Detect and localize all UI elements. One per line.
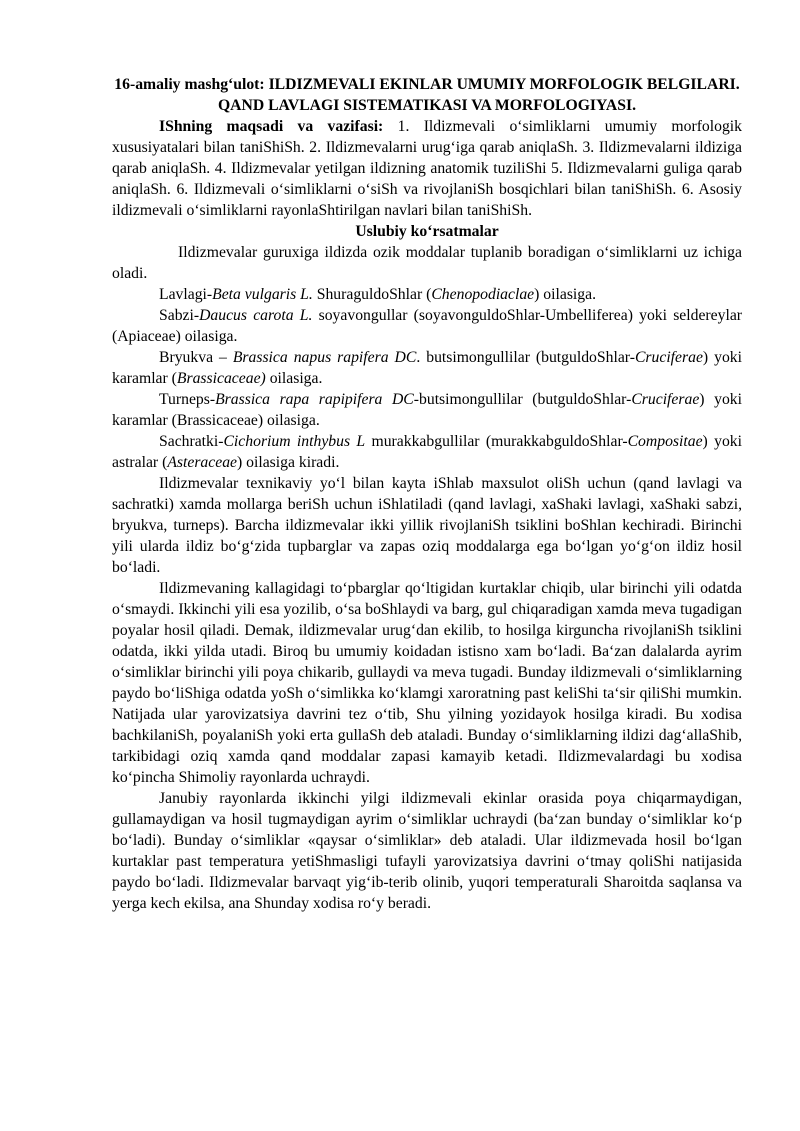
- family-latin: Compositae: [627, 433, 703, 450]
- plant-text: ) yoki karamlar (: [112, 349, 742, 387]
- plant-lavlagi: [112, 284, 742, 305]
- plant-name: Lavlagi-: [159, 286, 213, 303]
- plant-name: Turneps-: [159, 391, 216, 408]
- latin-name: Brassica rapa rapipifera DC: [215, 391, 414, 408]
- plant-bryukva: [112, 347, 742, 389]
- plant-name: Bryukva –: [159, 349, 233, 366]
- family-latin: Cruciferae: [634, 349, 703, 366]
- latin-name: Cichorium inthybus L: [223, 433, 366, 450]
- title-main: ILDIZMEVALI EKINLAR UMUMIY MORFOLOGIK BELGILARI. QAND LAVLAGI SISTEMATIKASI VA MORFOLOGIYASI.: [217, 76, 740, 114]
- plant-name: Sabzi-: [159, 307, 200, 324]
- plant-name: Sachratki-: [159, 433, 224, 450]
- family-latin-2: Brassicaceae): [176, 370, 266, 387]
- plant-text: . butsimongullilar (butguldoShlar-: [416, 349, 635, 366]
- intro-paragraph: Ildizmevalar guruxiga ildizda ozik moddalar tuplanib boradigan o‘simliklarni uz ichiga oladi.: [112, 244, 742, 282]
- plant-text: ) oilasiga.: [534, 286, 597, 303]
- latin-name: Beta vulgaris L.: [212, 286, 313, 303]
- method-heading: Uslubiy ko‘rsatmalar: [355, 223, 499, 240]
- plant-text: ) yoki karamlar (Brassicaceae) oilasiga.: [112, 391, 742, 429]
- plant-sachratki: [112, 431, 742, 473]
- plant-text: soyavongullar (soyavonguldoShlar-Umbelliferea) yoki seldereylar (Apiaceae) oilasiga.: [112, 307, 743, 345]
- purpose-text: 1. Ildizmevali o‘simliklarni umumiy morfologik xususiyatalari bilan taniShiSh. 2. Ildizmevalarni urug‘iga qarab aniqlaSh. 3. Ildizmevalarni ildiziga qarab aniqlaSh. 4. Ildizmevalar yetilgan ildizning anatomik tuziliShi 5. Ildizmevalarni guliga qarab aniqlaSh. 6. Ildizmevali o‘simliklarni o‘siSh va rivojlaniSh bosqichlari bilan taniShiSh. 6. Asosiy ildizmevali o‘simliklarni rayonlaShtirilgan navlari bilan taniShiSh.: [112, 118, 743, 219]
- page-title: [112, 74, 742, 116]
- body-paragraph-development: Ildizmevaning kallagidagi to‘pbarglar qo‘ltigidan kurtaklar chiqib, ular birinchi yili odatda o‘smaydi. Ikkinchi yili esa yozilib, o‘sa boShlaydi va barg, gul chiqaradigan xamda meva tugadigan poyalar hosil qiladi. Demak, ildizmevalar urug‘dan ekilib, to hosilga kirguncha rivojlaniSh tsiklini odatda, ikki yilda utadi. Biroq bu umumiy koidadan istisno xam bo‘ladi. Ba‘zan dalalarda ayrim o‘simliklar birinchi yili poya chikarib, gullaydi va meva tugadi. Bunday ildizmevali o‘simliklarning paydo bo‘liShiga odatda yoSh o‘simlikka ko‘klamgi xaroratning past keliShi ta‘sir qiliShi mumkin. Natijada ular yarovizatsiya davrini tez o‘tib, Shu yilning yozidayok hosilga kiradi. Bu xodisa bachkilaniSh, poyalaniSh yoki erta gullaSh deb ataladi. Bunday o‘simliklarning ildizi dag‘allaShib, tarkibidagi oziq xamda qand moddalar zapasi kamayib ketadi. Ildizmevalardagi bu xodisa ko‘pincha Shimoliy rayonlarda uchraydi.: [112, 580, 742, 786]
- plant-text: murakkabgullilar (murakkabguldoShlar-: [365, 433, 628, 450]
- body-paragraph-usage: Ildizmevalar texnikaviy yo‘l bilan kayta iShlab maxsulot oliSh uchun (qand lavlagi va sachratki) xamda mollarga beriSh uchun iShlatiladi (qand lavlagi, xaShaki lavlagi, xaShaki sabzi, bryukva, turneps). Barcha ildizmevalar ikki yillik rivojlaniSh tsiklini boShlan kechiradi. Birinchi yili ularda ildiz bo‘g‘zida tupbarglar va zapas oziq moddalarga ega bo‘lgan yo‘g‘on ildiz hosil bo‘ladi.: [112, 475, 742, 576]
- plant-text: -butsimongullilar (butguldoShlar-: [413, 391, 632, 408]
- plant-text: ) yoki astralar (: [112, 433, 743, 471]
- plant-text: ShuraguldoShlar (: [312, 286, 432, 303]
- latin-name: Daucus carota L.: [199, 307, 313, 324]
- body-paragraph-southern: Janubiy rayonlarda ikkinchi yilgi ildizmevali ekinlar orasida poya chiqarmaydigan, gullamaydigan va hosil tugmaydigan ayrim o‘simliklar uchraydi (ba‘zan bunday o‘simliklar ko‘p bo‘ladi). Bunday o‘simliklar «qaysar o‘simliklar» deb ataladi. Ular ildizmevada hosil bo‘lgan kurtaklar past temperatura yetiShmasligi tufayli yarovizatsiya davrini o‘tmay qoliShi natijasida paydo bo‘ladi. Ildizmevalar barvaqt yig‘ib-terib olinib, yuqori temperaturali Sharoitda saqlansa va yerga kech ekilsa, ana Shunday xodisa ro‘y beradi.: [112, 790, 742, 912]
- plant-text: oilasiga.: [265, 370, 323, 387]
- family-latin: Cruciferae: [631, 391, 700, 408]
- plant-text: ) oilasiga kiradi.: [237, 454, 340, 471]
- purpose-paragraph: [112, 116, 742, 221]
- purpose-label: IShning maqsadi va vazifasi:: [159, 118, 384, 135]
- family-latin: Chenopodiaclae: [431, 286, 535, 303]
- plant-sabzi: [112, 305, 742, 347]
- title-prefix: 16-amaliy mashg‘ulot:: [114, 76, 265, 93]
- plant-turneps: [112, 389, 742, 431]
- document-page: [112, 74, 742, 914]
- family-latin-2: Asteraceae: [167, 454, 238, 471]
- latin-name: Brassica napus rapifera DC: [232, 349, 417, 366]
